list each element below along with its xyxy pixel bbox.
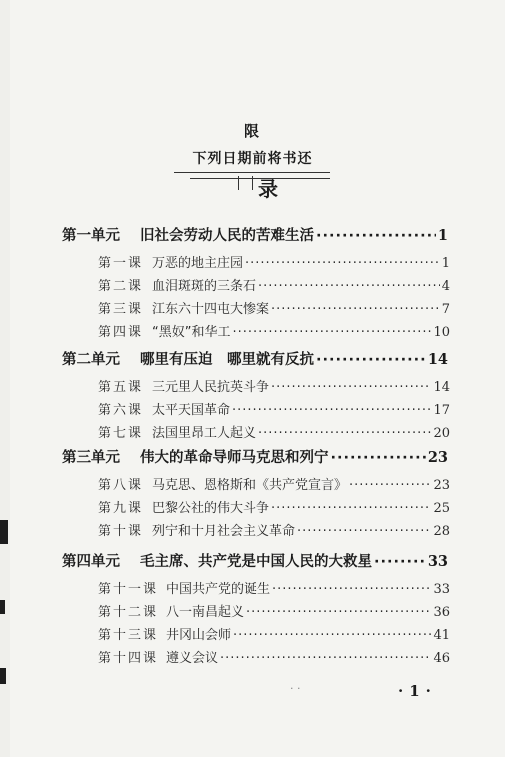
toc-lesson-row (98, 275, 450, 294)
toc-unit-row (62, 224, 448, 245)
leader-dots (232, 325, 431, 340)
lesson-page: 17 (433, 403, 450, 418)
toc-lesson-row (98, 601, 450, 620)
lesson-page: 41 (433, 628, 450, 643)
lesson-title: 法国里昂工人起义 (152, 426, 257, 441)
toc-lesson-row (98, 376, 450, 395)
toc-lesson-row (98, 647, 450, 666)
toc-lesson-row (98, 578, 450, 597)
unit-title: 旧社会劳动人民的苦难生活 (140, 228, 314, 244)
lesson-title: 江东六十四屯大惨案 (152, 302, 270, 317)
page-title: 录 (258, 177, 284, 201)
lesson-page: 33 (433, 582, 450, 597)
leader-dots (258, 426, 431, 441)
lesson-number: 第四课 (98, 325, 144, 340)
leader-dots (272, 582, 431, 597)
toc-lesson-row (98, 624, 450, 643)
leader-dots (349, 478, 431, 493)
page-number: ·1· (398, 682, 437, 700)
lesson-number: 第六课 (98, 403, 144, 418)
leader-dots (233, 628, 431, 643)
toc-lesson-row (98, 321, 450, 340)
lesson-number: 第九课 (98, 501, 144, 516)
lesson-title: 马克思、恩格斯和《共产党宣言》 (152, 478, 348, 493)
toc-lesson-row (98, 252, 450, 271)
lesson-page: 4 (441, 279, 450, 294)
lesson-page: 25 (433, 501, 450, 516)
lesson-number: 第七课 (98, 426, 144, 441)
unit-number: 第二单元 (62, 352, 120, 368)
leader-dots (271, 302, 440, 317)
print-smudge: · · (290, 682, 301, 695)
lesson-number: 第十一课 (98, 582, 159, 597)
lesson-title: 井冈山会师 (166, 628, 232, 643)
unit-page: 14 (427, 351, 448, 368)
lesson-title: 列宁和十月社会主义革命 (152, 524, 296, 539)
lesson-title: 太平天国革命 (152, 403, 231, 418)
unit-number: 第一单元 (62, 228, 120, 244)
lesson-number: 第十课 (98, 524, 144, 539)
lesson-number: 第八课 (98, 478, 144, 493)
lesson-page: 10 (433, 325, 450, 340)
leader-dots (232, 403, 431, 418)
lesson-number: 第二课 (98, 279, 144, 294)
lesson-title: 三元里人民抗英斗争 (152, 380, 270, 395)
library-stamp-text: 下列日期前将书还 (192, 151, 313, 167)
lesson-number: 第十二课 (98, 605, 159, 620)
lesson-page: 28 (433, 524, 450, 539)
unit-page: 33 (427, 553, 448, 570)
unit-number: 第四单元 (62, 554, 120, 570)
lesson-title: 八一南昌起义 (166, 605, 245, 620)
toc-lesson-row (98, 422, 450, 441)
toc-unit-row (62, 446, 448, 467)
lesson-page: 7 (441, 302, 450, 317)
leader-dots (245, 256, 440, 271)
toc-lesson-row (98, 497, 450, 516)
leader-dots (271, 501, 431, 516)
unit-title: 伟大的革命导师马克思和列宁 (140, 450, 329, 466)
lesson-title: 遵义会议 (166, 651, 219, 666)
lesson-title: 万恶的地主庄园 (152, 256, 244, 271)
unit-page: 1 (437, 227, 448, 244)
leader-dots (271, 380, 431, 395)
leader-dots (316, 352, 426, 368)
lesson-page: 14 (433, 380, 450, 395)
toc-unit-row (62, 348, 448, 369)
lesson-page: 23 (433, 478, 450, 493)
library-stamp-title: 限 (243, 122, 261, 140)
leader-dots (297, 524, 431, 539)
lesson-title: 血泪斑斑的三条石 (152, 279, 257, 294)
leader-dots (246, 605, 431, 620)
lesson-number: 第五课 (98, 380, 144, 395)
unit-title: 毛主席、共产党是中国人民的大救星 (140, 554, 372, 570)
lesson-title: “黑奴”和华工 (152, 325, 231, 340)
lesson-number: 第一课 (98, 256, 144, 271)
lesson-number: 第十四课 (98, 651, 159, 666)
leader-dots (258, 279, 440, 294)
unit-page: 23 (427, 449, 448, 466)
toc-lesson-row (98, 520, 450, 539)
leader-dots (331, 450, 426, 466)
lesson-page: 46 (433, 651, 450, 666)
toc-lesson-row (98, 399, 450, 418)
toc-lesson-row (98, 298, 450, 317)
lesson-page: 36 (433, 605, 450, 620)
toc-unit-row (62, 550, 448, 571)
unit-number: 第三单元 (62, 450, 120, 466)
unit-title: 哪里有压迫 哪里就有反抗 (140, 352, 314, 368)
toc-lesson-row (98, 474, 450, 493)
lesson-title: 巴黎公社的伟大斗争 (152, 501, 270, 516)
leader-dots (220, 651, 431, 666)
lesson-page: 20 (433, 426, 450, 441)
leader-dots (316, 228, 436, 244)
lesson-number: 第十三课 (98, 628, 159, 643)
lesson-page: 1 (441, 256, 450, 271)
lesson-title: 中国共产党的诞生 (166, 582, 271, 597)
lesson-number: 第三课 (98, 302, 144, 317)
leader-dots (374, 554, 426, 570)
